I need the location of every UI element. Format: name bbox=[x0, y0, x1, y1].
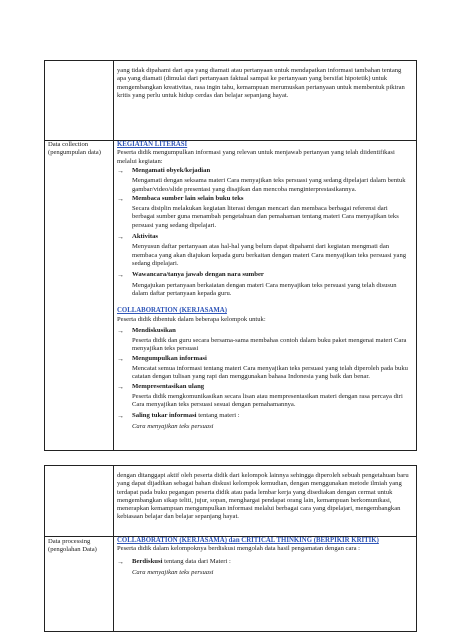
list-item bbox=[117, 558, 412, 566]
row-label-text: Data processing (pengolahan Data) bbox=[48, 538, 97, 554]
row-label-data-collection bbox=[48, 141, 110, 158]
item-text: Mencatat semua informasi tentang materi Cara menyajikan teks persuasi yang telah diperoleh pada buku catatan dengan tulisan yang rapi dan menggunakan bahasa Indonesia yang baik dan benar. bbox=[132, 365, 408, 381]
arrow-bullet-icon: → bbox=[117, 411, 124, 420]
list-item bbox=[117, 383, 412, 391]
item-title: Wawancara/tanya jawab dengan nara sumber bbox=[132, 271, 264, 279]
item-text: Secara disiplin melakukan kegiatan literasi dengan mencari dan membaca berbagai referensi dari berbagai sumber guna menambah pengetahuan dan pemahaman tentang materi Cara menyajikan teks persuasi yang sedang dipelajari. bbox=[132, 205, 399, 229]
data-collection-content bbox=[117, 141, 412, 431]
processing-intro: Peserta didik dalam kelompoknya berdiskusi mengolah data hasil pengamatan dengan cara : bbox=[117, 545, 360, 553]
arrow-bullet-icon: → bbox=[117, 354, 124, 363]
item-italic-topic: Cara menyajikan teks persuasi bbox=[132, 422, 214, 430]
list-item bbox=[117, 233, 412, 241]
item-title: Saling tukar informasi bbox=[132, 411, 197, 419]
item-suffix: tentang data dari Materi : bbox=[162, 557, 231, 565]
item-text: Peserta didik mengkomunikasikan secara lisan atau mempresentasikan materi dengan rasa percaya diri Cara menyajikan teks persuasi sesuai dengan pemahamannya. bbox=[132, 392, 403, 409]
arrow-bullet-icon: → bbox=[117, 382, 124, 391]
list-item bbox=[117, 195, 412, 203]
column-divider bbox=[113, 465, 114, 631]
intro-text: yang tidak dipahami dari apa yang diamati atau pertanyaan untuk mendapatkan informasi tambahan tentang apa yang diamati (dimulai dari pertanyaan faktual sampai ke pertanyaan yang bersifat hipotetik) untuk mengembangkan kreativitas, rasa ingin tahu, kemampuan merumuskan pertanyaan untuk membentuk pikiran kritis yang perlu untuk hidup cerdas dan belajar sepanjang hayat. bbox=[117, 67, 405, 99]
item-title: Mengumpulkan informasi bbox=[132, 354, 207, 362]
list-item bbox=[117, 355, 412, 363]
section-heading-collab-critical: COLLABORATION (KERJASAMA) dan CRITICAL THINKING (BERPIKIR KRITIK) bbox=[117, 537, 379, 544]
arrow-bullet-icon: → bbox=[117, 326, 124, 335]
section-heading-literasi: KEGIATAN LITERASI bbox=[117, 141, 188, 148]
literasi-intro: Peserta didik mengumpulkan informasi yang relevan untuk menjawab pertanyan yang telah diidentifikasi melalui kegiatan: bbox=[117, 149, 395, 165]
item-text: Menyusun daftar pertanyaan atas hal-hal yang belum dapat dipahami dari kegiatan mengmati dan membaca yang akan diajukan kepada guru berkaitan dengan materi Cara menyajikan teks persuasi yang sedang dipelajari. bbox=[132, 243, 407, 267]
item-title: Membaca sumber lain selain buku teks bbox=[132, 194, 244, 202]
arrow-bullet-icon: → bbox=[117, 233, 124, 242]
item-text: Mengajukan pertanyaan berkaiatan dengan materi Cara menyajikan teks persuasi yang telah disusun dalam daftar pertanyaan kepada guru. bbox=[132, 281, 397, 297]
item-text: Mengamati dengan seksama materi Cara menyajikan teks persuasi yang sedang dipelajari dalam bentuk gambar/video/slide presentasi yang disajikan dan mencoba menginterprestasikannya. bbox=[132, 177, 406, 193]
item-text: Peserta didik dan guru secara bersama-sama membahas contoh dalam buku paket mengenai materi Cara menyajikan teks persuasi bbox=[132, 337, 407, 353]
intro-paragraph bbox=[117, 67, 412, 100]
item-title: Mendiskusikan bbox=[132, 326, 176, 334]
column-divider bbox=[113, 60, 114, 450]
item-italic-topic: Cara menyajikan teks persuasi bbox=[132, 569, 214, 576]
section-heading-collaboration: COLLABORATION (KERJASAMA) bbox=[117, 307, 227, 315]
row-label-data-processing bbox=[48, 538, 110, 555]
list-item bbox=[117, 271, 412, 279]
arrow-bullet-icon: → bbox=[117, 194, 124, 203]
row-label-text: Data collection (pengumpulan data) bbox=[48, 141, 101, 157]
list-item bbox=[117, 327, 412, 335]
item-title: Mempresentasikan ulang bbox=[132, 382, 205, 390]
list-item bbox=[117, 412, 412, 420]
intro-paragraph-2 bbox=[117, 472, 412, 522]
item-title: Berdiskusi bbox=[132, 557, 163, 565]
item-title: Mengamati obyek/kejadian bbox=[132, 167, 211, 174]
arrow-bullet-icon: → bbox=[117, 167, 124, 175]
item-title: Aktivitas bbox=[132, 233, 159, 241]
collab-intro: Peserta didik dibentuk dalam beberapa kelompok untuk: bbox=[117, 315, 266, 323]
arrow-bullet-icon: → bbox=[117, 557, 124, 566]
list-item bbox=[117, 167, 412, 175]
intro-text: dengan ditanggapi aktif oleh peserta didik dari kelompok lainnya sehingga diperoleh sebuah pengetahuan baru yang dapat dijadikan sebagai bahan diskusi kelompok kemudian, dengan menggunakan metode ilmiah yang terdapat pada buku pegangan peserta didik atau pada lembar kerja yang disediakan dengan cermat untuk mengembangkan sikap teliti, jujur, sopan, menghargai pendapat orang lain, kemampuan berkomunikasi, menerapkan kemampuan mengumpulkan informasi melalui berbagai cara yang dipelajari, mengembangkan kebiasaan belajar dan belajar sepanjang hayat. bbox=[117, 472, 409, 521]
arrow-bullet-icon: → bbox=[117, 271, 124, 280]
data-processing-content bbox=[117, 537, 412, 577]
item-suffix: tentang materi : bbox=[196, 411, 240, 419]
